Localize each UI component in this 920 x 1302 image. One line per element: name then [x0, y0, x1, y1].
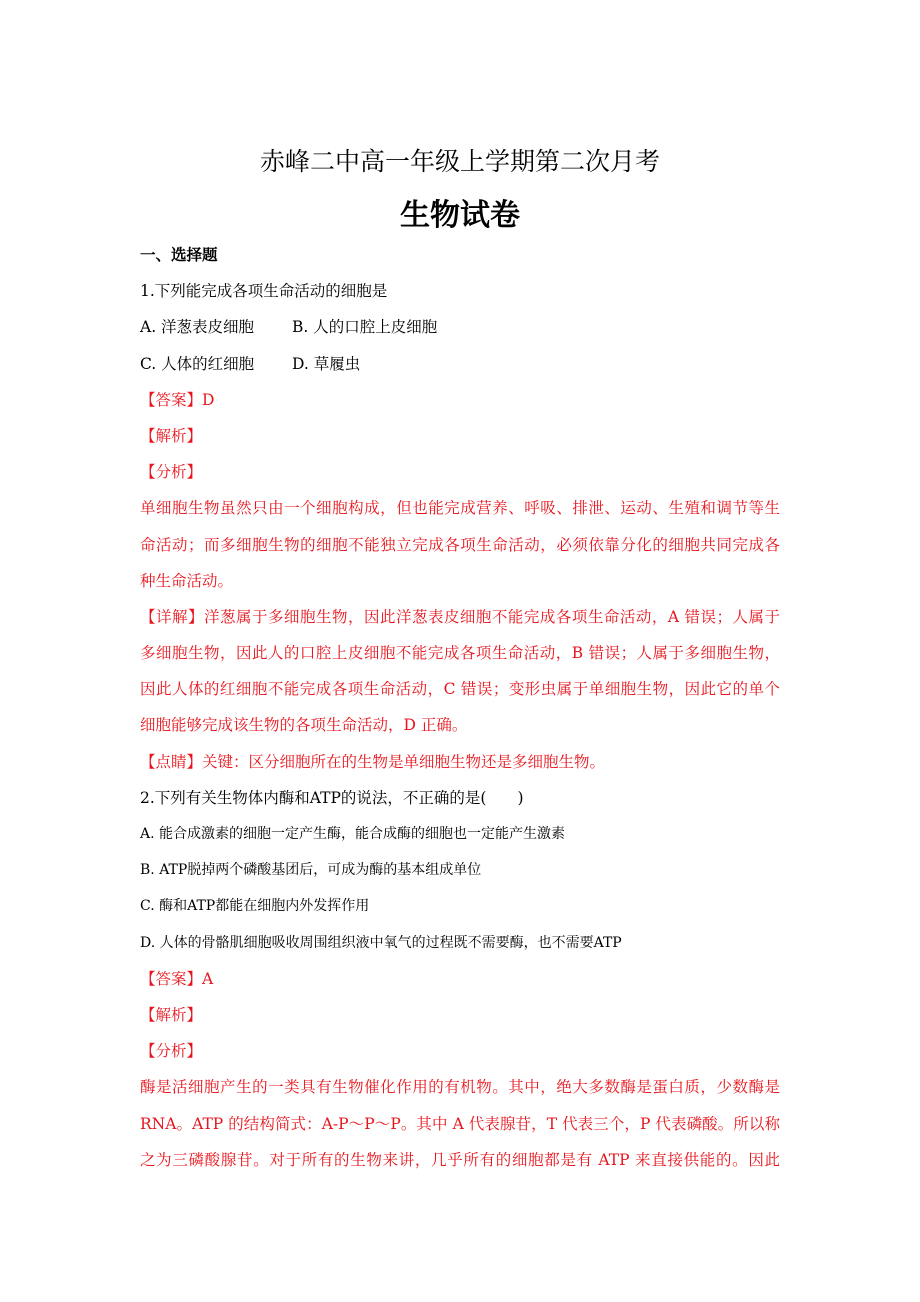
q1-option-a: A. 洋葱表皮细胞	[140, 318, 255, 337]
q2-option-b: B. ATP脱掉两个磷酸基团后，可成为酶的基本组成单位	[140, 862, 482, 879]
q2-analysis-line: 之为三磷酸腺苷。对于所有的生物来讲，几乎所有的细胞都是有 ATP 来直接供能的。因此	[140, 1150, 780, 1169]
q1-detail-line: 【详解】洋葱属于多细胞生物，因此洋葱表皮细胞不能完成各项生命活动，A 错误；人属于	[140, 607, 780, 626]
q2-option-c: C. 酶和ATP都能在细胞内外发挥作用	[140, 898, 370, 915]
q1-analysis-line: 单细胞生物虽然只由一个细胞构成，但也能完成营养、呼吸、排泄、运动、生殖和调节等生	[140, 499, 780, 518]
q1-analysis-line: 命活动；而多细胞生物的细胞不能独立完成各项生命活动，必须依靠分化的细胞共同完成各	[140, 535, 780, 554]
q1-answer: 【答案】D	[140, 390, 215, 409]
q2-analysis-line: RNA。ATP 的结构简式：A-P～P～P。其中 A 代表腺苷，T 代表三个，P 代表磷酸。所以称	[140, 1114, 780, 1133]
document-subtitle: 生物试卷	[400, 198, 520, 233]
q1-option-b: B. 人的口腔上皮细胞	[292, 318, 438, 337]
document-title: 赤峰二中高一年级上学期第二次月考	[259, 147, 660, 176]
document-body	[140, 237, 780, 1178]
q2-answer: 【答案】A	[140, 969, 214, 988]
q2-jiexi-label: 【解析】	[140, 1005, 203, 1024]
q1-analysis-line: 种生命活动。	[140, 571, 234, 590]
q2-stem: 2.下列有关生物体内酶和ATP的说法，不正确的是( )	[140, 788, 524, 807]
q2-option-a: A. 能合成激素的细胞一定产生酶，能合成酶的细胞也一定能产生激素	[140, 826, 566, 842]
q2-option-d: D. 人体的骨骼肌细胞吸收周围组织液中氧气的过程既不需要酶，也不需要ATP	[140, 934, 622, 951]
q1-stem: 1.下列能完成各项生命活动的细胞是	[140, 282, 388, 301]
q1-option-d: D. 草履虫	[292, 354, 361, 373]
section-heading: 一、选择题	[140, 245, 218, 264]
q1-options-row1	[140, 309, 780, 345]
q1-jiexi-label: 【解析】	[140, 426, 203, 445]
q1-fenxi-label: 【分析】	[140, 463, 203, 482]
q1-option-c: C. 人体的红细胞	[140, 354, 255, 373]
q2-fenxi-label: 【分析】	[140, 1042, 203, 1061]
q2-analysis-line: 酶是活细胞产生的一类具有生物催化作用的有机物。其中，绝大多数酶是蛋白质，少数酶是	[140, 1078, 780, 1097]
q1-detail-line: 细胞能够完成该生物的各项生命活动，D 正确。	[140, 716, 468, 735]
q1-detail-line: 多细胞生物，因此人的口腔上皮细胞不能完成各项生命活动，B 错误；人属于多细胞生物，	[140, 644, 780, 663]
q1-point: 【点睛】关键：区分细胞所在的生物是单细胞生物还是多细胞生物。	[140, 752, 606, 771]
q1-detail-line: 因此人体的红细胞不能完成各项生命活动，C 错误；变形虫属于单细胞生物，因此它的单个	[140, 680, 780, 699]
q1-options-row2	[140, 346, 780, 382]
